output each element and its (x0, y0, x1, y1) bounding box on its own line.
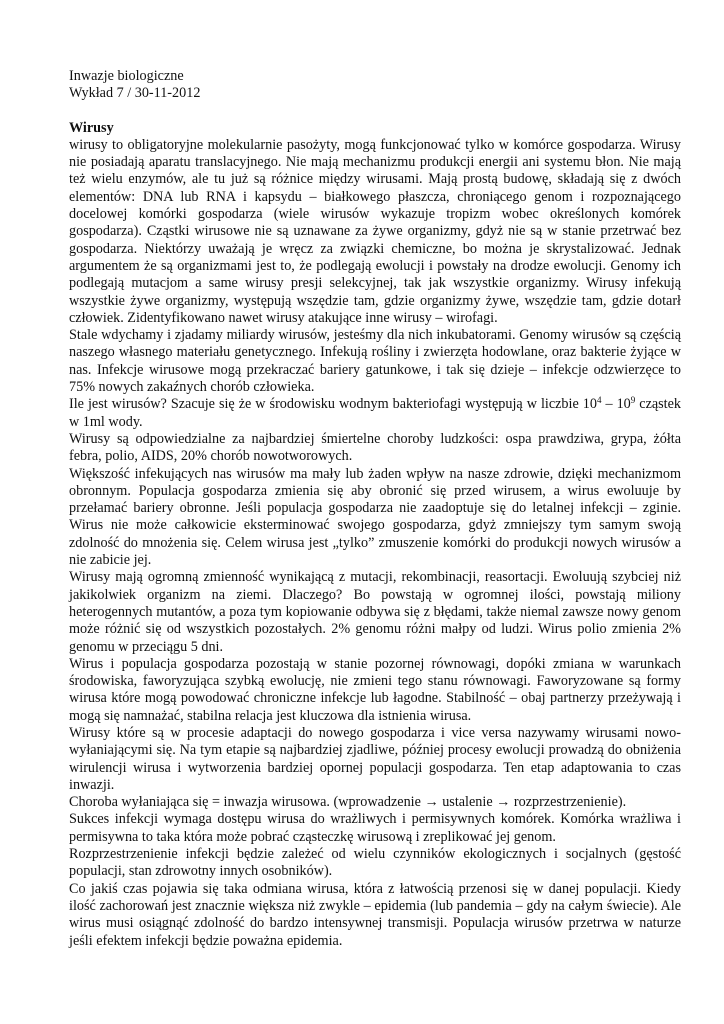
paragraph-equilibrium: Wirus i populacja gospodarza pozostają w stanie pozornej równowagi, dopóki zmiana w warunkach środowiska, faworyzująca szybką ewolucję, nie zmieni tego stanu równowagi. Faworyzowane są formy wirusa które mogą powodować chroniczne infekcje lub łagodne. Stabilność – obaj partnerzy przeżywają i mogą się namnażać, stabilna relacja jest kluczowa dla istnienia wirusa. (69, 655, 681, 724)
lecture-info: Wykład 7 / 30-11-2012 (69, 85, 201, 102)
paragraph-emerging: Wirusy które są w procesie adaptacji do nowego gospodarza i vice versa nazywamy wirusami nowo-wyłaniającymi się. Na tym etapie są najbardziej zjadliwe, później procesy ewolucji prowadzą do obniżenia wirulencji wirusa i wytworzenia bardziej opornej populacji gospodarza. Ten etap adaptowania to czas inwazji. (69, 724, 681, 793)
paragraph-definition: wirusy to obligatoryjne molekularnie pasożyty, mogą funkcjonować tylko w komórce gospodarza. Wirusy nie posiadają aparatu translacyjnego. Nie mają mechanizmu produkcji energii ani systemu błon. Nie mają też wielu enzymów, ale tu już są różnice między wirusami. Mają prostą budowę, składają się z dwóch elementów: DNA lub RNA i kapsydu – białkowego płaszcza, chroniącego genom i rozpoznającego docelowej komórki gospodarza (wiele wirusów wykazuje tropizm wobec określonych komórek gospodarza). Cząstki wirusowe nie są uznawane za żywe organizmy, gdyż nie są w stanie przetrwać bez gospodarza. Niektórzy uważają je wręcz za związki chemiczne, bo można je skrystalizować. Jednak argumentem że są organizmami jest to, że podlegają ewolucji i powstały na drodze ewolucji. Genomy ich podlegają mutacjom a same wirusy presji selekcyjnej, tak jak wszystkie organizmy. Wirusy infekują wszystkie żywe organizmy, występują wszędzie tam, gdzie organizmy żywe, wszędzie tam, gdzie dotarł człowiek. Zidentyfikowano nawet wirusy atakujące inne wirusy – wirofagi. (69, 136, 681, 326)
paragraph-diseases: Wirusy są odpowiedzialne za najbardziej śmiertelne choroby ludzkości: ospa prawdziwa, grypa, żółta febra, polio, AIDS, 20% chorób nowotworowych. (69, 430, 681, 465)
paragraph-emerging-disease: Choroba wyłaniająca się = inwazja wirusowa. (wprowadzenie → ustalenie → rozprzestrzenienie). (69, 794, 627, 811)
paragraph-virus-count (69, 396, 681, 431)
course-title: Inwazje biologiczne (69, 68, 184, 84)
exponent-high: 9 (630, 395, 636, 406)
paragraph-spread: Rozprzestrzenienie infekcji będzie zależeć od wielu czynników ekologicznych i socjalnych (gęstość populacji, stan zdrowotny innych osobników). (69, 846, 681, 880)
document-page (69, 68, 681, 950)
paragraph-infection-success: Sukces infekcji wymaga dostępu wirusa do wrażliwych i permisywnych komórek. Komórka wrażliwa i permisywna to taka która może pobrać cząsteczkę wirusową i zreplikować jej genom. (69, 811, 681, 845)
virus-count-range: – 10 (601, 396, 631, 413)
paragraph-epidemic: Co jakiś czas pojawia się taka odmiana wirusa, która z łatwością przenosi się w danej populacji. Kiedy ilość zachorowań jest znacznie większa niż zwykle – epidemia (lub pandemia – gdy na całym świecie). Ale wirus musi osiągnąć zdolność do bardzo intensywnej transmisji. Populacja wirusów przetrwa w naturze jeśli efektem infekcji będzie poważna epidemia. (69, 880, 681, 949)
spacer (69, 103, 681, 120)
paragraph-defense: Większość infekujących nas wirusów ma mały lub żaden wpływ na nasze zdrowie, dzięki mechanizmom obronnym. Populacja gospodarza zmienia się aby obronić się przed wirusem, a wirus ewoluuje by przełamać bariery obronne. Jeśli populacja gospodarza nie zaadoptuje się do letalnej infekcji – zginie. Wirus nie może całkowicie eksterminować swojego gospodarza, gdyż zmniejszy tym samym swoją zdolność do mnożenia się. Celem wirusa jest „tylko” zmuszenie komórki do produkcji nowych wirusów a nie zabicie jej. (69, 465, 681, 569)
exponent-low: 4 (596, 395, 602, 406)
virus-count-unit: cząstek w 1ml wody. (69, 396, 682, 430)
section-title: Wirusy (69, 119, 114, 136)
paragraph-incubators: Stale wdychamy i zjadamy miliardy wirusów, jesteśmy dla nich inkubatorami. Genomy wirusów są częścią naszego własnego materiału genetycznego. Infekują rośliny i zwierzęta hodowlane, oraz bakterie żyjące w nas. Infekcje wirusowe mogą przekraczać bariery gatunkowe, i tak się dzieje – infekcje odzwierzęce to 75% nowych zakaźnych chorób człowieka. (69, 327, 681, 396)
virus-count-text: Ile jest wirusów? Szacuje się że w środowisku wodnym bakteriofagi występują w liczbie 10 (69, 396, 597, 413)
paragraph-variability: Wirusy mają ogromną zmienność wynikającą z mutacji, rekombinacji, reasortacji. Ewoluują szybciej niż jakikolwiek organizm na ziemi. Dlaczego? Bo powstają w ogromnej ilości, powstają miliony heterogennych mutantów, a poza tym kopiowanie odbywa się z błędami, także niemal zawsze nowy genom może różnić się od wszystkich pozostałych. 2% genomu różni małpy od ludzi. Wirus polio zmienia 2% genomu w przeciągu 5 dni. (69, 569, 681, 655)
